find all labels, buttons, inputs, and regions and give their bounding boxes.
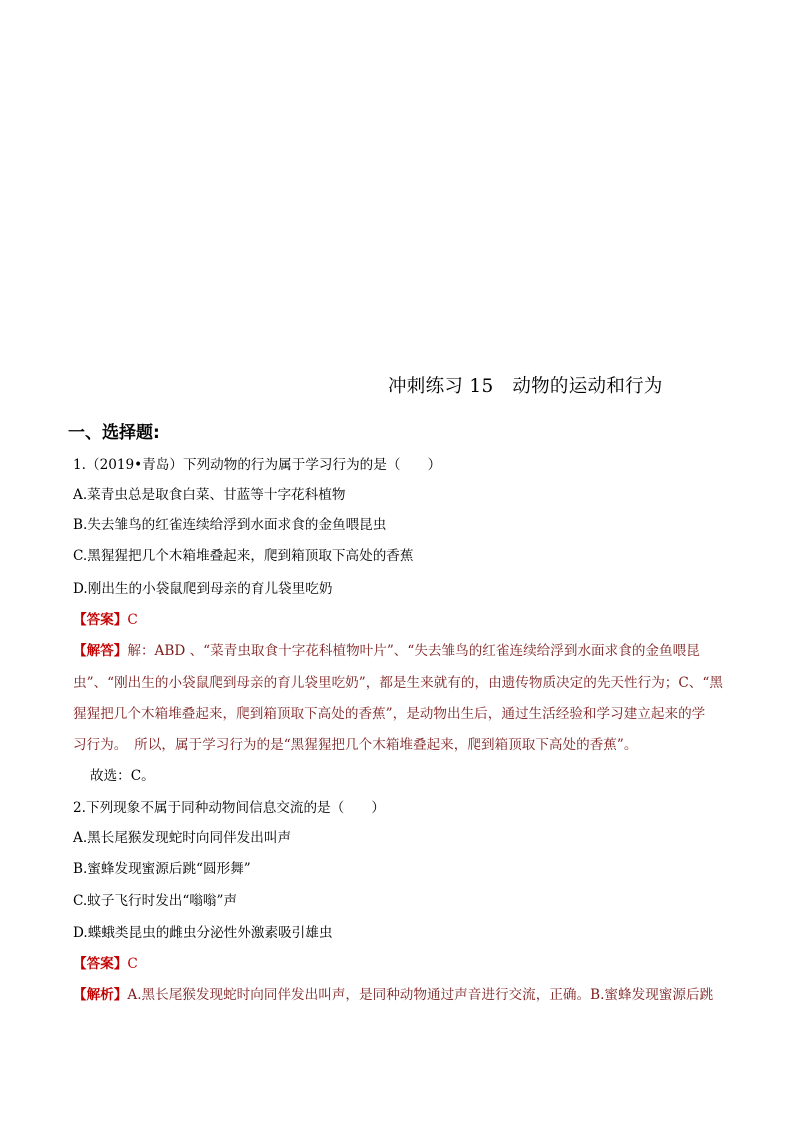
explanation-tag: 【解析】	[73, 987, 128, 1003]
explanation-text: A.黑长尾猴发现蛇时向同伴发出叫声，是同种动物通过声音进行交流，正确。B.蜜蜂发现蜜源后跳	[127, 987, 714, 1003]
page-title: 冲刺练习 15 动物的运动和行为	[388, 376, 663, 397]
question-2-explanation-line-1	[73, 986, 713, 1004]
question-2-stem: 2.下列现象不属于同种动物间信息交流的是（ ）	[73, 800, 386, 816]
explanation-tag: 【解答】	[73, 643, 128, 659]
question-1-explanation-line-3: 猩猩把几个木箱堆叠起来，爬到箱顶取下高处的香蕉”，是动物出生后，通过生活经验和学习建立起来的学	[73, 706, 706, 722]
question-2-option-c: C.蚊子飞行时发出“嗡嗡”声	[73, 893, 238, 909]
question-2-answer	[73, 955, 138, 973]
section-heading: 一、选择题:	[68, 423, 160, 443]
question-1-option-a: A.菜青虫总是取食白菜、甘蓝等十字花科植物	[73, 487, 346, 503]
answer-tag: 【答案】	[73, 956, 128, 972]
answer-tag: 【答案】	[73, 612, 128, 628]
explanation-text: 解：ABD 、“菜青虫取食十字花科植物叶片”、“失去雏鸟的红雀连续给浮到水面求食的金鱼喂昆	[127, 643, 700, 659]
question-1-answer	[73, 611, 138, 629]
answer-value: C	[127, 612, 138, 628]
question-1-explanation-line-4: 习行为。 所以，属于学习行为的是“黑猩猩把几个木箱堆叠起来，爬到箱顶取下高处的香蕉”。	[73, 737, 638, 753]
question-1-explanation-line-1	[73, 642, 700, 660]
question-2-option-b: B.蜜蜂发现蜜源后跳“圆形舞”	[73, 861, 251, 877]
question-1-option-c: C.黑猩猩把几个木箱堆叠起来，爬到箱顶取下高处的香蕉	[73, 548, 414, 564]
question-2-option-d: D.蝶蛾类昆虫的雌虫分泌性外激素吸引雄虫	[73, 925, 333, 941]
answer-value: C	[127, 956, 138, 972]
question-1-explanation-line-2: 虫”、“刚出生的小袋鼠爬到母亲的育儿袋里吃奶”，都是生来就有的，由遗传物质决定的先天性行为；C、“黑	[73, 675, 723, 691]
question-1-conclusion: 故选：C。	[90, 768, 155, 784]
question-1-option-d: D.刚出生的小袋鼠爬到母亲的育儿袋里吃奶	[73, 581, 333, 597]
question-2-option-a: A.黑长尾猴发现蛇时向同伴发出叫声	[73, 830, 292, 846]
question-1-stem: 1.（2019•青岛）下列动物的行为属于学习行为的是（ ）	[73, 457, 442, 473]
question-1-option-b: B.失去雏鸟的红雀连续给浮到水面求食的金鱼喂昆虫	[73, 517, 387, 533]
